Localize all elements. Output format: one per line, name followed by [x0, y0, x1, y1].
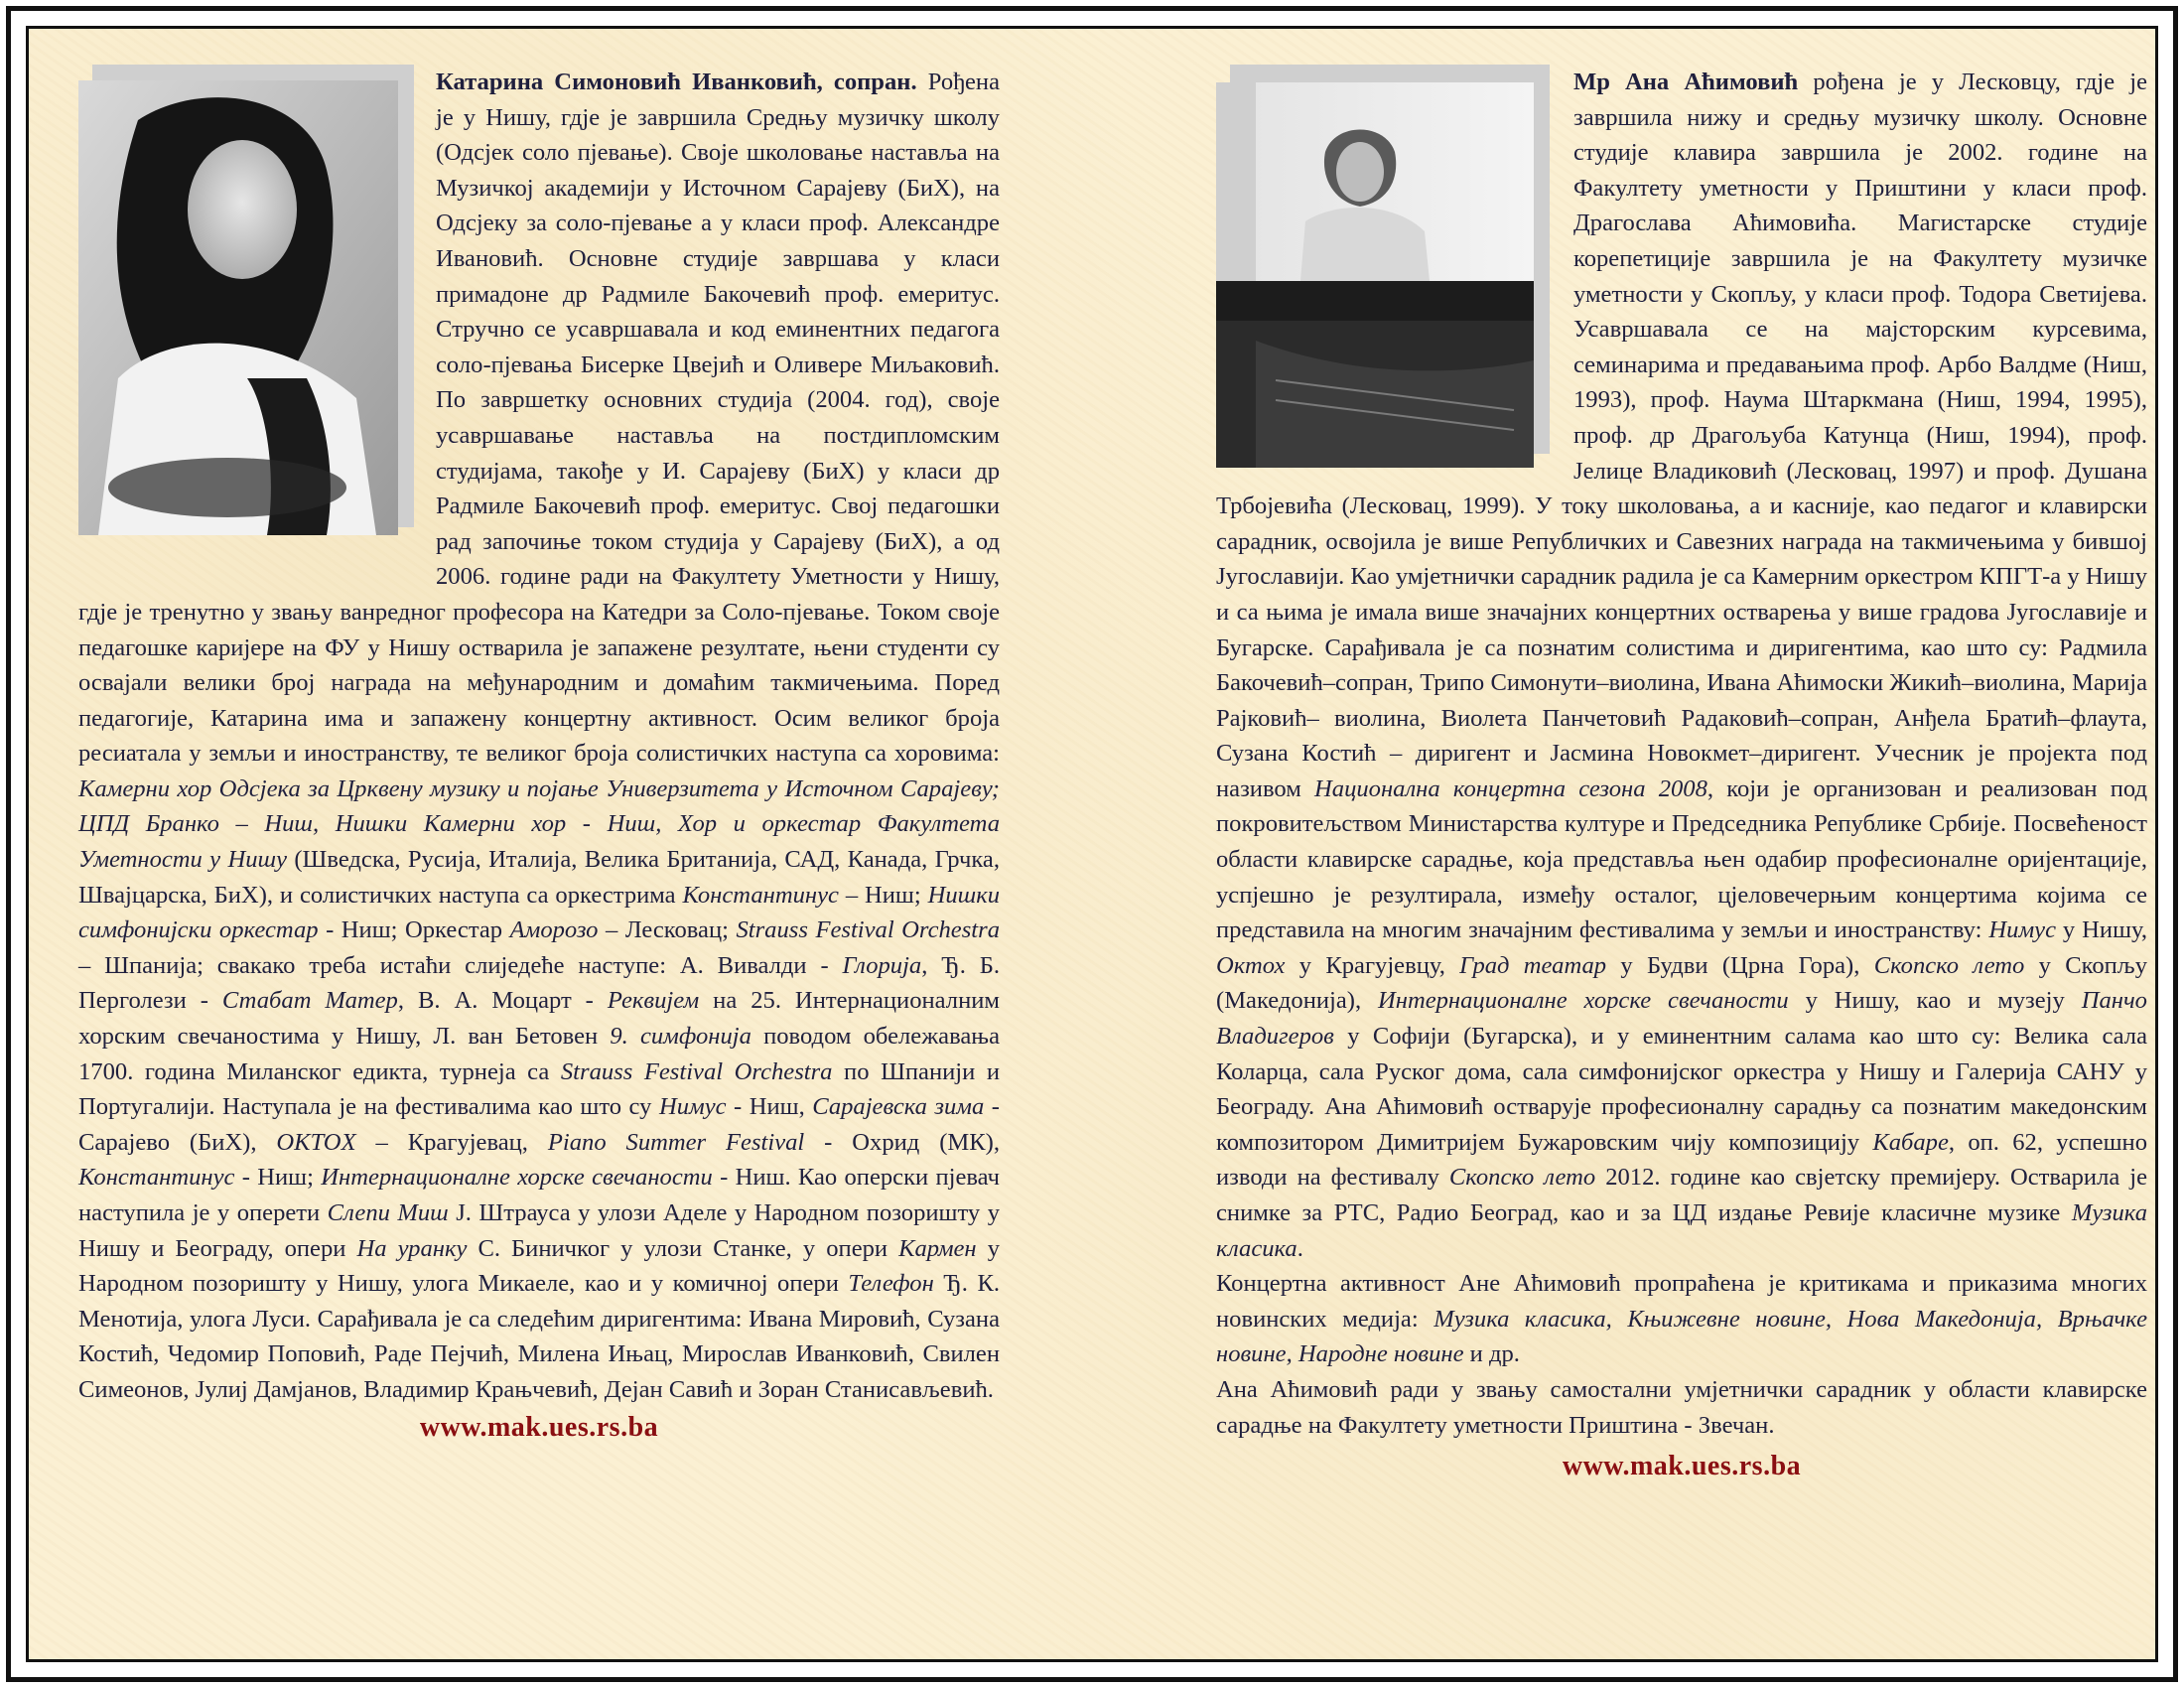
- right-page: [1216, 29, 2147, 1659]
- right-para2: Концертна активност Ане Аћимовић пропраћена је критикама и приказима многих новинских медија:: [1216, 1270, 2147, 1333]
- left-website-link[interactable]: www.mak.ues.rs.ba: [419, 1411, 659, 1443]
- left-name: Катарина Симоновић Иванковић, сопран.: [436, 69, 917, 95]
- portrait-soprano: [78, 65, 414, 553]
- parchment-background: [26, 26, 2158, 1662]
- right-name: Мр Ана Аћимовић: [1573, 69, 1799, 95]
- right-para3: Ана Аћимовић ради у звању самостални умјетнички сарадник у области клавирске сарадње на Факултету уметности Приштина - Звечан.: [1216, 1375, 2147, 1439]
- left-page: [78, 29, 1000, 1659]
- right-bio-text: Мр Ана Аћимовић рођена је у Лесковцу, гдје је завршила нижу и средњу музичку школу. Основне студије клавира завршила је 2002. године на Факултету уметности у Приштини у класи проф. Драгослава Аћимовића. Магистарске студије корепетиције завршила је на Факултету музичке уметности у Скопљу, у класи проф. Тодора Светијева. Усавршавала се на мајсторским курсевима, семинарима и предавањима проф. Арбо Валдме (Ниш, 1993), проф. Наума Штаркмана (Ниш, 1994, 1995), проф. др Драгољуба Катунца (Ниш, 1994), проф. Јелице Владиковић (Лесковац, 1997) и проф. Душана Трбојевића (Лесковац, 1999). У току школовања, а и касније, као педагог и клавирски сарадник, освојила је више Републичких и Савезних награда на такмичењима у бившој Југославији. Као умјетнички сарадник радила је са Камерним оркестром КПГТ-а у Нишу и са њима је имала више значајних концертних остварења у више градова Југославије и Бугарске. Сарађивала је са познатим солистима и диригентима, као што су: Радмила Бакочевић–сопран, Трипо Симонути–виолина, Ивана Аћимоски Жикић–виолина, Марија Рајковић– виолина, Виолета Панчетовић Радаковић–сопран, Анђела Братић–флаута, Сузана Костић – диригент и Јасмина Новокмет–диригент. Учесник је пројекта под називом Национална концертна сезона 2008, који је организован и реализован под покровитељством Министарства културе и Председника Републике Србије. Посвећеност области клавирске сарадње, која представља њен одабир професионалне оријентације, успјешно је резултирала, између осталог, цјеловечерњим концертима којима се представила на многим значајним фестивалима у земљи и иностранству: Нимус у Нишу, Октох у Крагујевцу, Град театар у Будви (Црна Гора), Скопско лето у Скопљу (Македонија), Интернационалне хорске свечаности у Нишу, као и музеју Панчо Владигеров у Софији (Бугарска), и у еминентним салама као што су: Велика сала Коларца, сала Руског дома, сала симфонијског оркестра у Нишу и Галерија САНУ у Београду. Ана Аћимовић остварује професионалну сарадњу са познатим македонским композитором Димитријем Бужаровским чију композицију Кабаре, оп. 62, успешно изводи на фестивалу Скопско лето 2012. године као свјетску премијеру. Остварила је снимке за РТС, Радио Београд, као и за ЦД издање Ревије класичне музике Музика класика. Концертна активност Ане Аћимовић пропраћена је критикама и приказима многих новинских медија: Музика класика, Књижевне новине, Нова Македонија, Врњачке новине, Народне новине и др. Ана Аћимовић ради у звању самостални умјетнички сарадник у области клавирске сарадње на Факултету уметности Приштина - Звечан.: [1216, 65, 2147, 1443]
- portrait-pianist: [1216, 65, 1550, 478]
- right-website-link[interactable]: www.mak.ues.rs.ba: [1562, 1451, 1802, 1482]
- page-border: [6, 6, 2178, 1682]
- left-bio-text: Катарина Симоновић Иванковић, сопран. Рођена је у Нишу, гдје је завршила Средњу музичку школу (Одсјек соло пјевање). Своје школовање наставља на Музичкој академији у Источном Сарајеву (БиХ), на Одсјеку за соло-пјевање а у класи проф. Александре Ивановић. Основне студије завршава у класи примадоне др Радмиле Бакочевић проф. емеритус. Стручно се усавршавала и код еминентних педагога соло-пјевања Бисерке Цвејић и Оливере Миљаковић. По завршетку основних студија (2004. год), своје усавршавање наставља на постдипломским студијама, такође у И. Сарајеву (БиХ) у класи др Радмиле Бакочевић проф. емеритус. Свој педагошки рад започиње током студија у Сарајеву (БиХ), а од 2006. године ради на Факултету Уметности у Нишу, гдје је тренутно у звању ванредног професора на Катедри за Соло-пјевање. Током своје педагошке каријере на ФУ у Нишу остварила је запажене резултате, њени студенти су освајали велики број награда на међународним и домаћим такмичењима. Поред педагогије, Катарина има и запажену концертну активност. Осим великог броја ресиатала у земљи и иностранству, те великог броја солистичких наступа са хоровима: Камерни хор Одсјека за Црквену музику и појање Универзитета у Источном Сарајеву; ЦПД Бранко – Ниш, Нишки Камерни хор - Ниш, Хор и оркестар Факултета Уметности у Нишу (Шведска, Русија, Италија, Велика Британија, САД, Канада, Грчка, Швајцарска, БиХ), и солистичких наступа са оркестрима Константинус – Ниш; Нишки симфонијски оркестар - Ниш; Оркестар Аморозо – Лесковац; Strauss Festival Orchestra – Шпанија; свакако треба истаћи слиједеће наступе: А. Вивалди - Глорија, Ђ. Б. Перголези - Стабат Матер, В. А. Моцарт - Реквијем на 25. Интернационалним хорским свечаностима у Нишу, Л. ван Бетовен 9. симфонија поводом обележавања 1700. година Миланског едикта, турнеја са Strauss Festival Orchestra по Шпанији и Португалији. Наступала је на фестивалима као што су Нимус - Ниш, Сарајевска зима - Сарајево (БиХ), OKTOX – Крагујевац, Piano Summer Festival - Охрид (МК), Константинус - Ниш; Интернационалне хорске свечаности - Ниш. Као оперски пјевач наступила је у оперети Слепи Миш Ј. Штрауса у улози Аделе у Народном позоришту у Нишу и Београду, опери На уранку С. Биничког у улози Станке, у опери Кармен у Народном позоришту у Нишу, улога Микаеле, као и у комичној опери Телефон Ђ. К. Менотија, улога Луси. Сарађивала је са следећим диригентима: Ивана Мировић, Сузана Костић, Чедомир Поповић, Раде Пејчић, Милена Ињац, Мирослав Иванковић, Свилен Симеонов, Јулиј Дамјанов, Владимир Крањчевић, Дејан Савић и Зоран Станисављевић.: [78, 65, 1000, 1408]
